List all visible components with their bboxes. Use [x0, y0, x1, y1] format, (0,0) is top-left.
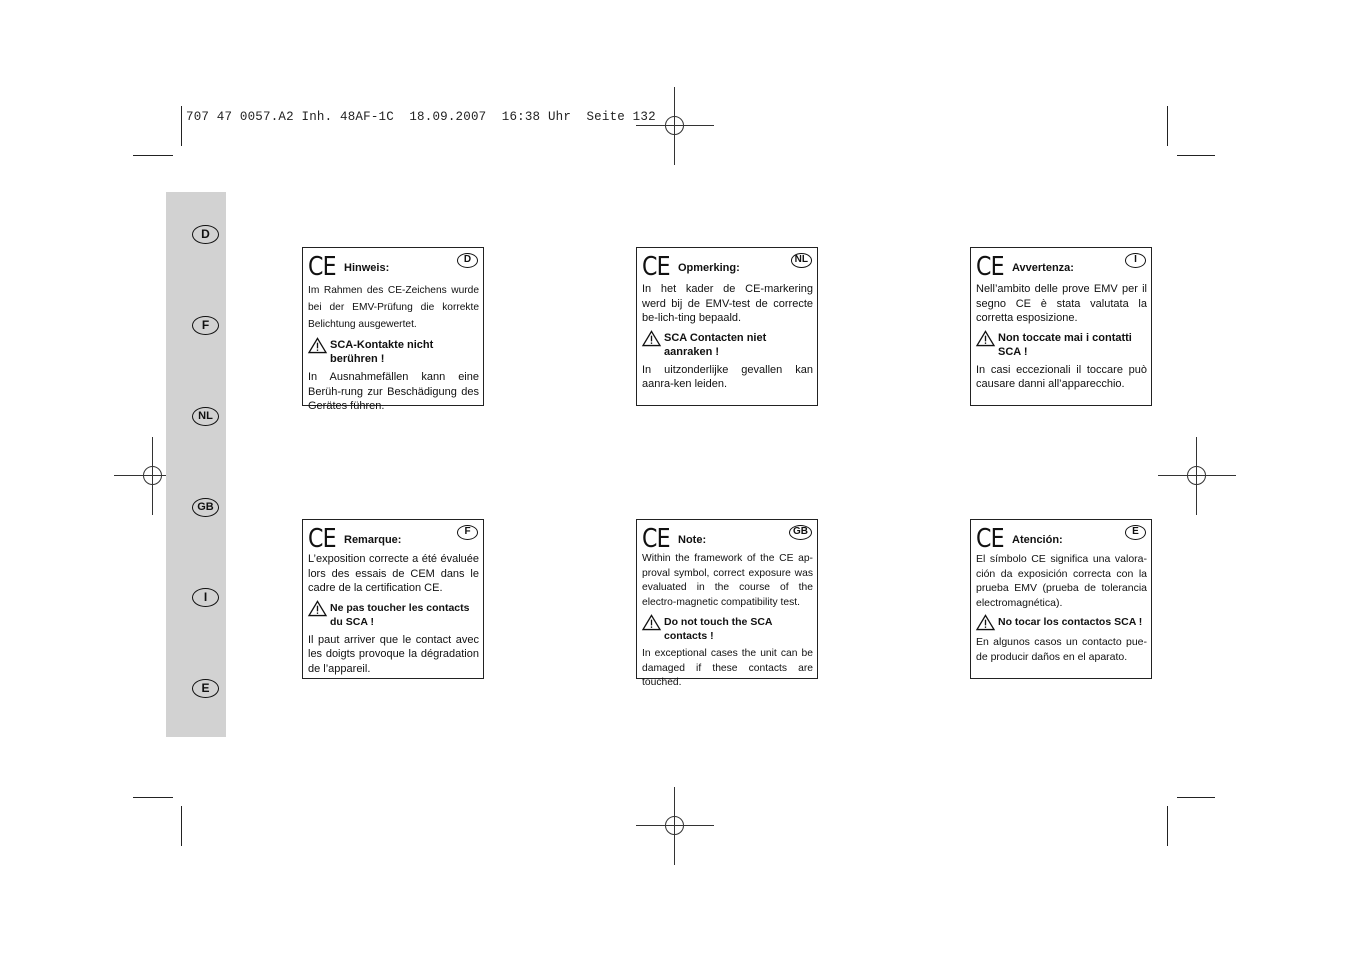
- warning-text: No tocar los contactos SCA !: [998, 616, 1143, 628]
- warning-row: [642, 330, 813, 359]
- crop-mark: [133, 155, 173, 156]
- language-badge-e: E: [192, 679, 219, 698]
- language-code-badge: GB: [789, 525, 812, 540]
- registration-mark: [1158, 437, 1236, 515]
- warning-row: [308, 600, 479, 629]
- warning-triangle-icon: [976, 330, 995, 347]
- crop-mark: [181, 806, 182, 846]
- ce-mark-icon: CE: [642, 524, 670, 554]
- warning-text: Ne pas toucher les contacts du SCA !: [330, 601, 470, 628]
- warning-text: Non toccate mai i contatti SCA !: [998, 331, 1132, 358]
- warning-triangle-icon: [976, 614, 995, 631]
- registration-mark: [636, 87, 714, 165]
- ce-mark-icon: CE: [976, 524, 1004, 554]
- notice-box-i: [970, 247, 1152, 406]
- notice-intro: Nell’ambito delle prove EMV per il segno CE è stata valutata la corretta esposizione.: [976, 283, 1147, 324]
- notice-box-nl: [636, 247, 818, 406]
- notice-intro: El símbolo CE significa una valora-ción da exposición correcta con la prueba EMV (prueba de tolerancia electromagnética).: [976, 553, 1147, 609]
- notice-box-gb: [636, 519, 818, 688]
- notice-title: Remarque:: [344, 534, 402, 546]
- notice-box-e: [970, 519, 1152, 679]
- language-badge-i: I: [192, 588, 219, 607]
- language-code-badge: F: [457, 525, 478, 540]
- notice-body: In Ausnahmefällen kann eine Berüh-rung zur Beschädigung des Gerätes führen.: [308, 371, 479, 412]
- notice-body: In exceptional cases the unit can be damaged if these contacts are touched.: [642, 648, 813, 688]
- notice-body: In casi eccezionali il toccare può causare danni all’apparecchio.: [976, 363, 1147, 390]
- notice-intro: Im Rahmen des CE-Zeichens wurde bei der EMV-Prüfung die korrekte Belichtung ausgewertet.: [308, 285, 479, 330]
- crop-mark: [1177, 797, 1215, 798]
- warning-text: SCA Contacten niet aanraken !: [664, 331, 767, 358]
- ce-mark-icon: CE: [308, 524, 336, 554]
- language-code-badge: I: [1125, 253, 1146, 268]
- warning-row: [976, 614, 1147, 631]
- notice-title: Avvertenza:: [1012, 262, 1074, 274]
- warning-row: [308, 337, 479, 366]
- notice-title: Opmerking:: [678, 262, 740, 274]
- language-code-badge: NL: [791, 253, 812, 268]
- language-code-badge: E: [1125, 525, 1146, 540]
- ce-mark-icon: CE: [308, 252, 336, 282]
- language-code-badge: D: [457, 253, 478, 268]
- language-badge-gb: GB: [192, 498, 219, 517]
- warning-triangle-icon: [308, 337, 327, 354]
- crop-mark: [1177, 155, 1215, 156]
- registration-mark: [636, 787, 714, 865]
- crop-mark: [133, 797, 173, 798]
- warning-row: [642, 614, 813, 643]
- crop-mark: [181, 106, 182, 146]
- warning-text: SCA-Kontakte nicht berühren !: [330, 339, 434, 365]
- warning-triangle-icon: [642, 330, 661, 347]
- notice-intro: Within the framework of the CE ap-proval symbol, correct exposure was evaluated in the course of the electro-magnetic compatibility test.: [642, 553, 813, 608]
- language-badge-nl: NL: [192, 407, 219, 426]
- crop-mark: [1167, 106, 1168, 146]
- language-sidebar: [166, 192, 226, 737]
- print-header: 707 47 0057.A2 Inh. 48AF-1C 18.09.2007 16:38 Uhr Seite 132: [186, 110, 656, 124]
- notice-body: In uitzonderlijke gevallen kan aanra-ken leiden.: [642, 363, 813, 390]
- notice-body: En algunos casos un contacto pue-de producir daños en el aparato.: [976, 636, 1147, 663]
- ce-mark-icon: CE: [976, 252, 1004, 282]
- warning-text: Do not touch the SCA contacts !: [664, 616, 773, 642]
- notice-box-d: [302, 247, 484, 412]
- notice-box-f: [302, 519, 484, 679]
- notice-body: Il paut arriver que le contact avec les doigts provoque la dégradation de l’appareil.: [308, 633, 479, 675]
- warning-triangle-icon: [642, 614, 661, 631]
- warning-triangle-icon: [308, 600, 327, 617]
- notice-intro: L’exposition correcte a été évaluée lors des essais de CEM dans le cadre de la certification CE.: [308, 553, 479, 594]
- crop-mark: [1167, 806, 1168, 846]
- notice-title: Hinweis:: [344, 262, 390, 274]
- language-badge-d: D: [192, 225, 219, 244]
- notice-intro: In het kader de CE-markering werd bij de EMV-test de correcte be-lich-ting bepaald.: [642, 283, 813, 324]
- warning-row: [976, 330, 1147, 359]
- notice-title: Note:: [678, 534, 707, 546]
- language-badge-f: F: [192, 316, 219, 335]
- ce-mark-icon: CE: [642, 252, 670, 282]
- notice-title: Atención:: [1012, 534, 1063, 546]
